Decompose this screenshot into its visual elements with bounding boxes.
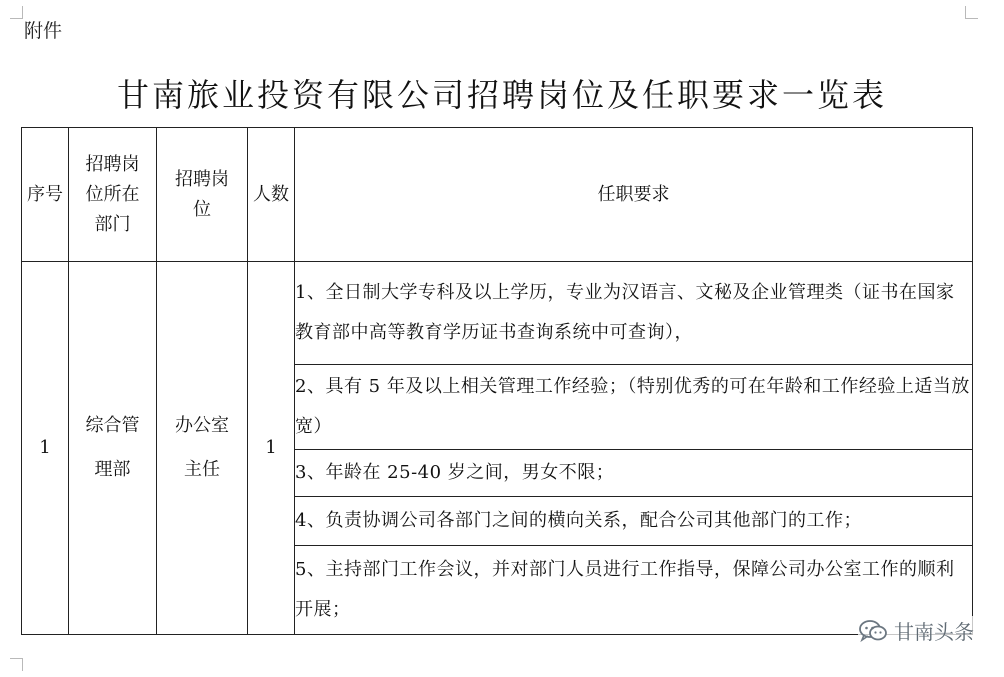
watermark-text: 甘南头条	[894, 620, 974, 644]
header-seq: 序号	[22, 128, 69, 262]
document-title: 甘南旅业投资有限公司招聘岗位及任职要求一览表	[116, 76, 887, 114]
cell-position: 办公室主任	[157, 262, 248, 635]
attachment-label: 附件	[24, 20, 63, 42]
wechat-icon	[858, 618, 888, 644]
source-watermark	[858, 616, 974, 645]
requirement-item: 5、主持部门工作会议，并对部门人员进行工作指导，保障公司办公室工作的顺利开展；	[295, 546, 973, 635]
table-header-row	[22, 128, 973, 262]
cell-department: 综合管理部	[69, 262, 157, 635]
header-requirements: 任职要求	[295, 128, 973, 262]
job-requirements-table	[21, 127, 973, 635]
requirement-item: 4、负责协调公司各部门之间的横向关系，配合公司其他部门的工作；	[295, 497, 973, 546]
cell-count: 1	[248, 262, 295, 635]
requirement-item: 3、年龄在 25-40 岁之间，男女不限；	[295, 450, 973, 497]
requirement-item: 1、全日制大学专科及以上学历，专业为汉语言、文秘及企业管理类（证书在国家教育部中高等教育学历证书查询系统中可查询），	[295, 262, 973, 365]
page-corner-mark	[965, 6, 978, 19]
header-department: 招聘岗位所在部门	[69, 128, 157, 262]
page-corner-mark	[10, 6, 23, 19]
header-count: 人数	[248, 128, 295, 262]
cell-seq: 1	[22, 262, 69, 635]
requirement-item: 2、具有 5 年及以上相关管理工作经验；（特别优秀的可在年龄和工作经验上适当放宽）	[295, 365, 973, 450]
table-row	[22, 262, 973, 365]
header-position: 招聘岗位	[157, 128, 248, 262]
page-corner-mark	[10, 658, 23, 671]
